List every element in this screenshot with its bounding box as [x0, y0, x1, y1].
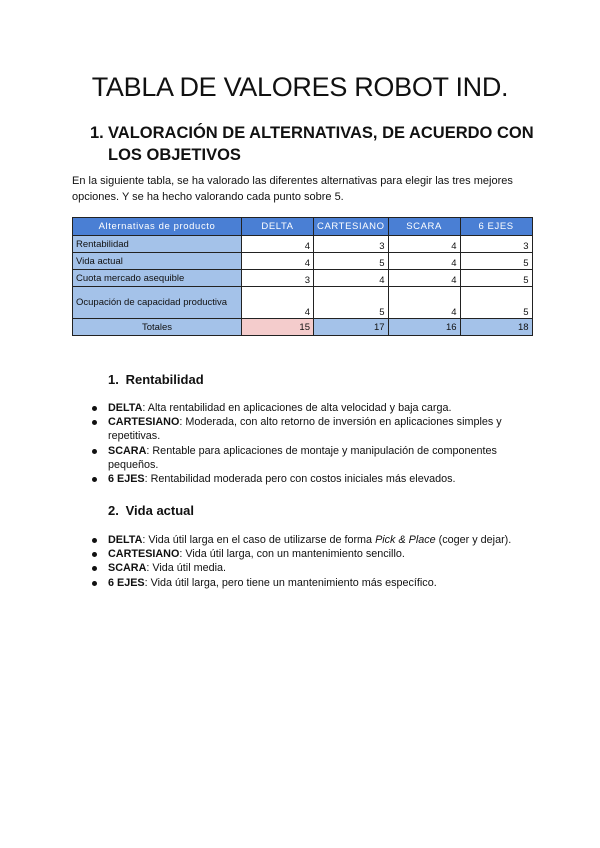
cell-value: 4 [388, 236, 460, 253]
row-label: Cuota mercado asequible [73, 270, 242, 287]
cell-value: 4 [242, 236, 314, 253]
totals-row [73, 319, 533, 336]
bullet-icon [92, 449, 97, 454]
bullet-icon [92, 552, 97, 557]
values-table [72, 217, 533, 336]
item-term: SCARA [108, 444, 147, 457]
item-term: DELTA [108, 534, 143, 546]
item-text: : Vida útil larga en el caso de utilizarse de forma [142, 534, 376, 546]
subheading-vida-actual [108, 503, 194, 518]
list-item [90, 472, 540, 486]
item-text: : Rentabilidad moderada pero con costos iniciales más elevados. [144, 473, 456, 486]
section-number: 1. [90, 124, 104, 142]
cell-value: 4 [388, 253, 460, 270]
vida-actual-list [90, 533, 540, 590]
section-title: VALORACIÓN DE ALTERNATIVAS, DE ACUERDO CON LOS OBJETIVOS [108, 124, 534, 164]
column-header: Alternativas de producto [73, 218, 242, 236]
table-row [73, 253, 533, 270]
item-term: DELTA [108, 402, 143, 414]
total-value: 16 [388, 319, 460, 336]
cell-value: 5 [314, 253, 389, 270]
row-label: Ocupación de capacidad productiva [73, 287, 242, 319]
table-row [73, 287, 533, 319]
list-item [90, 533, 540, 547]
cell-value: 4 [388, 287, 460, 319]
subheading-number: 1. [108, 372, 119, 387]
cell-value: 5 [460, 270, 532, 287]
cell-value: 3 [314, 236, 389, 253]
total-value: 18 [460, 319, 532, 336]
bullet-icon [92, 538, 97, 543]
item-term: 6 EJES [108, 473, 145, 486]
cell-value: 5 [460, 287, 532, 319]
table-row [73, 236, 533, 253]
item-text: : Vida útil larga, con un mantenimiento sencillo. [179, 548, 405, 561]
cell-value: 3 [460, 236, 532, 253]
item-term: SCARA [108, 562, 147, 575]
row-label: Vida actual [73, 253, 242, 270]
table-header-row [73, 218, 533, 236]
column-header: SCARA [388, 218, 460, 236]
list-item [90, 415, 540, 443]
total-value: 17 [314, 319, 389, 336]
column-header: 6 EJES [460, 218, 532, 236]
cell-value: 5 [460, 253, 532, 270]
list-item [90, 561, 540, 575]
totals-label: Totales [73, 319, 242, 336]
row-label: Rentabilidad [73, 236, 242, 253]
item-text: : Moderada, con alto retorno de inversión en aplicaciones simples y repetitivas. [108, 416, 502, 443]
item-text: : Vida útil media. [146, 562, 227, 575]
cell-value: 4 [314, 270, 389, 287]
list-item [90, 444, 540, 472]
total-value: 15 [242, 319, 314, 336]
column-header: DELTA [242, 218, 314, 236]
subheading-number: 2. [108, 503, 119, 518]
cell-value: 4 [242, 287, 314, 319]
cell-value: 5 [314, 287, 389, 319]
rentabilidad-list [90, 401, 540, 486]
subheading-title: Rentabilidad [125, 372, 204, 387]
item-text: : Alta rentabilidad en aplicaciones de alta velocidad y baja carga. [142, 402, 452, 414]
cell-value: 3 [242, 270, 314, 287]
item-term: 6 EJES [108, 576, 145, 589]
list-item [90, 401, 540, 415]
item-text: (coger y dejar). [435, 534, 512, 546]
item-text: : Rentable para aplicaciones de montaje y manipulación de componentes pequeños. [108, 444, 497, 471]
item-italic-text: Pick & Place [375, 534, 436, 546]
bullet-icon [92, 420, 97, 425]
bullet-icon [92, 477, 97, 482]
list-item [90, 547, 540, 561]
item-term: CARTESIANO [108, 548, 180, 561]
intro-paragraph: En la siguiente tabla, se ha valorado las diferentes alternativas para elegir las tres mejores opciones. Y se ha hecho valorando cada punto sobre 5. [72, 175, 513, 203]
item-text: : Vida útil larga, pero tiene un mantenimiento más específico. [144, 576, 437, 589]
subheading-title: Vida actual [125, 503, 195, 518]
bullet-icon [92, 581, 97, 586]
table-row [73, 270, 533, 287]
document-title: TABLA DE VALORES ROBOT IND. [91, 72, 509, 102]
list-item [90, 576, 540, 590]
cell-value: 4 [242, 253, 314, 270]
cell-value: 4 [388, 270, 460, 287]
bullet-icon [92, 406, 97, 411]
bullet-icon [92, 566, 97, 571]
item-term: CARTESIANO [108, 416, 180, 429]
column-header: CARTESIANO [314, 218, 389, 236]
section-heading [90, 122, 540, 166]
subheading-rentabilidad [108, 372, 204, 387]
